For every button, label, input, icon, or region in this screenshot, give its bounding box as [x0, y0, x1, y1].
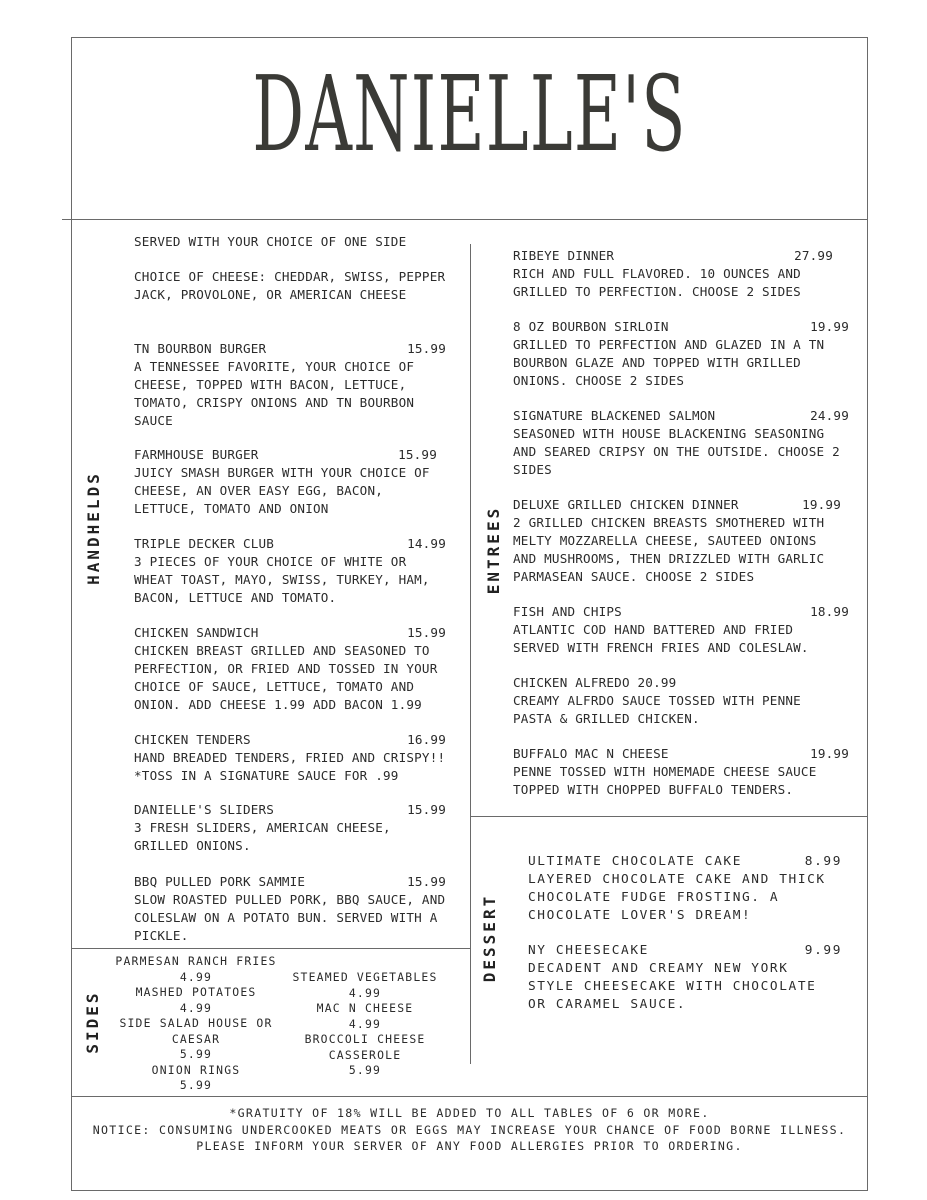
- menu-item: [513, 247, 833, 301]
- restaurant-name: DANIELLE'S: [252, 53, 687, 175]
- item-description: HAND BREADED TENDERS, FRIED AND CRISPY!! *TOSS IN A SIGNATURE SAUCE FOR .99: [134, 750, 446, 783]
- item-price: 9.99: [804, 943, 842, 958]
- item-name: DELUXE GRILLED CHICKEN DINNER: [513, 497, 739, 512]
- section-label-dessert: DESSERT: [480, 893, 499, 983]
- item-description: 3 FRESH SLIDERS, AMERICAN CHEESE, GRILLED ONIONS.: [134, 820, 391, 853]
- item-price: 15.99: [407, 874, 446, 889]
- item-description: PENNE TOSSED WITH HOMEMADE CHEESE SAUCE TOPPED WITH CHOPPED BUFFALO TENDERS.: [513, 764, 817, 797]
- footer-notice: [71, 1105, 868, 1155]
- item-name: SIGNATURE BLACKENED SALMON: [513, 408, 716, 423]
- item-name: TRIPLE DECKER CLUB: [134, 536, 275, 551]
- menu-item: [513, 318, 849, 390]
- item-description: LAYERED CHOCOLATE CAKE AND THICK CHOCOLATE FUDGE FROSTING. A CHOCOLATE LOVER'S DREAM!: [528, 872, 826, 923]
- side-price: 5.99: [179, 1078, 213, 1092]
- menu-item: [513, 407, 849, 479]
- item-price: 19.99: [802, 497, 841, 512]
- item-price: 15.99: [407, 625, 446, 640]
- item-price: 8.99: [804, 854, 842, 869]
- item-price: 19.99: [810, 746, 849, 761]
- footer-divider: [71, 1096, 868, 1097]
- item-name: DANIELLE'S SLIDERS: [134, 802, 275, 817]
- side-item: STEAMED VEGETABLES: [292, 970, 438, 984]
- item-description: GRILLED TO PERFECTION AND GLAZED IN A TN BOURBON GLAZE AND TOPPED WITH GRILLED ONIONS. CHOOSE 2 SIDES: [513, 337, 825, 388]
- handhelds-cheese-note: CHOICE OF CHEESE: CHEDDAR, SWISS, PEPPER JACK, PROVOLONE, OR AMERICAN CHEESE: [134, 269, 446, 302]
- item-description: CREAMY ALFRDO SAUCE TOSSED WITH PENNE PASTA & GRILLED CHICKEN.: [513, 693, 801, 726]
- item-name: FISH AND CHIPS: [513, 604, 622, 619]
- item-price: 27.99: [794, 248, 833, 263]
- side-item: SIDE SALAD HOUSE OR: [119, 1016, 273, 1030]
- item-description: A TENNESSEE FAVORITE, YOUR CHOICE OF CHEESE, TOPPED WITH BACON, LETTUCE, TOMATO, CRISPY ONIONS AND TN BOURBON SAUCE: [134, 359, 415, 428]
- item-description: DECADENT AND CREAMY NEW YORK STYLE CHEESECAKE WITH CHOCOLATE OR CARAMEL SAUCE.: [528, 961, 817, 1012]
- item-description: 3 PIECES OF YOUR CHOICE OF WHITE OR WHEAT TOAST, MAYO, SWISS, TURKEY, HAM, BACON, LETTUCE AND TOMATO.: [134, 554, 430, 605]
- item-name: CHICKEN TENDERS: [134, 732, 251, 747]
- side-item: CASSEROLE: [328, 1047, 402, 1062]
- item-name: BBQ PULLED PORK SAMMIE: [134, 874, 306, 889]
- side-item: PARMESAN RANCH FRIES: [115, 954, 277, 968]
- sides-right-column: [280, 970, 450, 1079]
- item-price: 15.99: [398, 447, 437, 462]
- gratuity-notice: *GRATUITY OF 18% WILL BE ADDED TO ALL TABLES OF 6 OR MORE.: [229, 1106, 710, 1120]
- side-item: CAESAR: [171, 1031, 221, 1046]
- item-name: 8 OZ BOURBON SIRLOIN: [513, 319, 669, 334]
- menu-item: [134, 873, 446, 945]
- menu-item: [513, 674, 849, 728]
- item-name: CHICKEN ALFREDO 20.99: [513, 675, 677, 690]
- item-name: BUFFALO MAC N CHEESE: [513, 746, 669, 761]
- item-description: SEASONED WITH HOUSE BLACKENING SEASONING AND SEARED CRIPSY ON THE OUTSIDE. CHOOSE 2 SIDES: [513, 426, 840, 477]
- item-description: CHICKEN BREAST GRILLED AND SEASONED TO PERFECTION, OR FRIED AND TOSSED IN YOUR CHOICE OF SAUCE, LETTUCE, TOMATO AND ONION. ADD CHEESE 1.99 ADD BACON 1.99: [134, 643, 438, 712]
- menu-item: [513, 603, 849, 657]
- center-divider: [470, 244, 471, 1064]
- item-description: 2 GRILLED CHICKEN BREASTS SMOTHERED WITH MELTY MOZZARELLA CHEESE, SAUTEED ONIONS AND MUSHROOMS, THEN DRIZZLED WITH GARLIC PARMASEAN SAUCE. CHOOSE 2 SIDES: [513, 515, 825, 584]
- side-price: 4.99: [179, 1000, 213, 1015]
- item-name: CHICKEN SANDWICH: [134, 625, 259, 640]
- item-price: 15.99: [407, 341, 446, 356]
- item-description: JUICY SMASH BURGER WITH YOUR CHOICE OF CHEESE, AN OVER EASY EGG, BACON, LETTUCE, TOMATO AND ONION: [134, 465, 430, 516]
- item-description: ATLANTIC COD HAND BATTERED AND FRIED SERVED WITH FRENCH FRIES AND COLESLAW.: [513, 622, 809, 655]
- item-price: 24.99: [810, 408, 849, 423]
- item-description: RICH AND FULL FLAVORED. 10 OUNCES AND GRILLED TO PERFECTION. CHOOSE 2 SIDES: [513, 266, 801, 299]
- entree-dessert-divider: [470, 816, 868, 817]
- item-price: 18.99: [810, 604, 849, 619]
- side-price: 4.99: [179, 969, 213, 984]
- item-name: TN BOURBON BURGER: [134, 341, 267, 356]
- item-name: FARMHOUSE BURGER: [134, 447, 259, 462]
- item-price: 14.99: [407, 536, 446, 551]
- side-item: MAC N CHEESE: [316, 1001, 414, 1015]
- item-price: 19.99: [810, 319, 849, 334]
- side-item: MASHED POTATOES: [135, 985, 257, 999]
- allergy-notice: PLEASE INFORM YOUR SERVER OF ANY FOOD ALLERGIES PRIOR TO ORDERING.: [196, 1139, 743, 1153]
- section-label-handhelds: HANDHELDS: [84, 471, 103, 585]
- side-price: 5.99: [348, 1063, 382, 1077]
- side-item: ONION RINGS: [151, 1062, 241, 1077]
- item-price: 16.99: [407, 732, 446, 747]
- item-name: NY CHEESECAKE: [528, 943, 649, 958]
- side-price: 4.99: [348, 1016, 382, 1031]
- menu-item: [528, 853, 842, 925]
- side-item: BROCCOLI CHEESE: [304, 1032, 426, 1046]
- menu-item: [134, 535, 446, 607]
- handhelds-sides-divider: [71, 948, 471, 949]
- menu-item: [134, 446, 437, 518]
- item-price: 15.99: [407, 802, 446, 817]
- item-name: ULTIMATE CHOCOLATE CAKE: [528, 854, 743, 869]
- item-description: SLOW ROASTED PULLED PORK, BBQ SAUCE, AND COLESLAW ON A POTATO BUN. SERVED WITH A PICKLE.: [134, 892, 446, 943]
- sides-left-column: [106, 954, 286, 1094]
- side-price: 4.99: [348, 985, 382, 1000]
- handhelds-side-note: SERVED WITH YOUR CHOICE OF ONE SIDE: [134, 234, 407, 249]
- menu-item: [134, 340, 446, 430]
- menu-item: [134, 731, 446, 785]
- section-label-entrees: ENTREES: [484, 505, 503, 595]
- menu-item: [513, 745, 849, 799]
- menu-item: [134, 801, 446, 855]
- section-label-sides: SIDES: [83, 990, 102, 1054]
- menu-item: [513, 496, 841, 586]
- title-divider: [62, 219, 868, 220]
- menu-item: [528, 942, 842, 1014]
- food-safety-notice: NOTICE: CONSUMING UNDERCOOKED MEATS OR EGGS MAY INCREASE YOUR CHANCE OF FOOD BORNE ILLNESS.: [92, 1122, 847, 1137]
- menu-item: [134, 624, 446, 714]
- item-name: RIBEYE DINNER: [513, 248, 615, 263]
- side-price: 5.99: [179, 1047, 213, 1061]
